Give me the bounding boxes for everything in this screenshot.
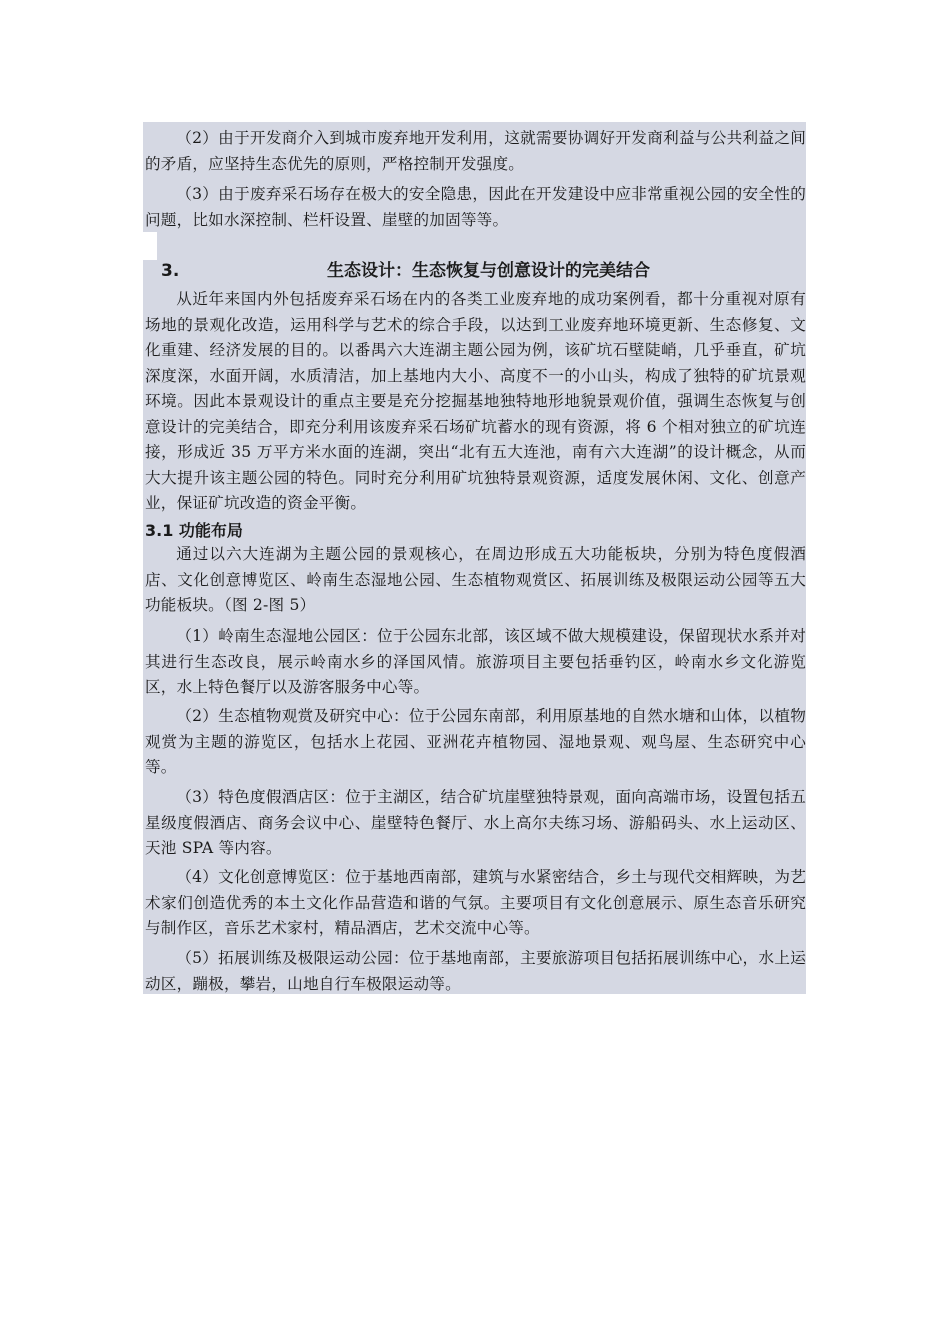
- section-3-heading: [157, 258, 806, 284]
- function-zone-item: （2）生态植物观赏及研究中心：位于公园东南部，利用原基地的自然水塘和山体，以植物观赏为主题的游览区，包括水上花园、亚洲花卉植物园、湿地景观、观鸟屋、生态研究中心等。: [145, 707, 806, 776]
- paragraph-point-2: （2）由于开发商介入到城市废弃地开发利用，这就需要协调好开发商利益与公共利益之间的矛盾，应坚持生态优先的原则，严格控制开发强度。: [145, 129, 806, 173]
- section-3-title: 生态设计：生态恢复与创意设计的完美结合: [327, 261, 650, 281]
- function-zone-item: （5）拓展训练及极限运动公园：位于基地南部，主要旅游项目包括拓展训练中心，水上运动区，蹦极，攀岩，山地自行车极限运动等。: [145, 949, 806, 993]
- function-zone-item: （4）文化创意博览区：位于基地西南部，建筑与水紧密结合，乡土与现代交相辉映，为艺术家们创造优秀的本土文化作品营造和谐的气氛。主要项目有文化创意展示、原生态音乐研究与制作区，音乐艺术家村，精品酒店，艺术交流中心等。: [145, 868, 806, 937]
- section-3-1-intro-paragraph: 通过以六大连湖为主题公园的景观核心，在周边形成五大功能板块，分别为特色度假酒店、文化创意博览区、岭南生态湿地公园、生态植物观赏区、拓展训练及极限运动公园等五大功能板块。（图 2-图 5）: [145, 545, 806, 614]
- section-3-number: 3.: [161, 261, 180, 281]
- paragraph-point-3: （3）由于废弃采石场存在极大的安全隐患，因此在开发建设中应非常重视公园的安全性的问题，比如水深控制、栏杆设置、崖壁的加固等等。: [145, 185, 806, 229]
- highlight-notch: [143, 232, 157, 260]
- section-3-1-heading: 3.1 功能布局: [145, 521, 243, 540]
- function-zone-item: （3）特色度假酒店区：位于主湖区，结合矿坑崖壁独特景观，面向高端市场，设置包括五星级度假酒店、商务会议中心、崖壁特色餐厅、水上高尔夫练习场、游船码头、水上运动区、天池 SPA 等内容。: [145, 788, 806, 857]
- function-zone-item: （1）岭南生态湿地公园区：位于公园东北部，该区域不做大规模建设，保留现状水系并对其进行生态改良，展示岭南水乡的泽国风情。旅游项目主要包括垂钓区，岭南水乡文化游览区，水上特色餐厅以及游客服务中心等。: [145, 627, 806, 696]
- section-3-intro-paragraph: 从近年来国内外包括废弃采石场在内的各类工业废弃地的成功案例看，都十分重视对原有场地的景观化改造，运用科学与艺术的综合手段，以达到工业废弃地环境更新、生态修复、文化重建、经济发展的目的。以番禺六大连湖主题公园为例，该矿坑石壁陡峭，几乎垂直，矿坑深度深，水面开阔，水质清洁，加上基地内大小、高度不一的小山头，构成了独特的矿坑景观环境。因此本景观设计的重点主要是充分挖掘基地独特地形地貌景观价值，强调生态恢复与创意设计的完美结合，即充分利用该废弃采石场矿坑蓄水的现有资源，将 6 个相对独立的矿坑连接，形成近 35 万平方米水面的连湖，突出“北有五大连池，南有六大连湖”的设计概念，从而大大提升该主题公园的特色。同时充分利用矿坑独特景观资源，适度发展休闲、文化、创意产业，保证矿坑改造的资金平衡。: [145, 290, 806, 512]
